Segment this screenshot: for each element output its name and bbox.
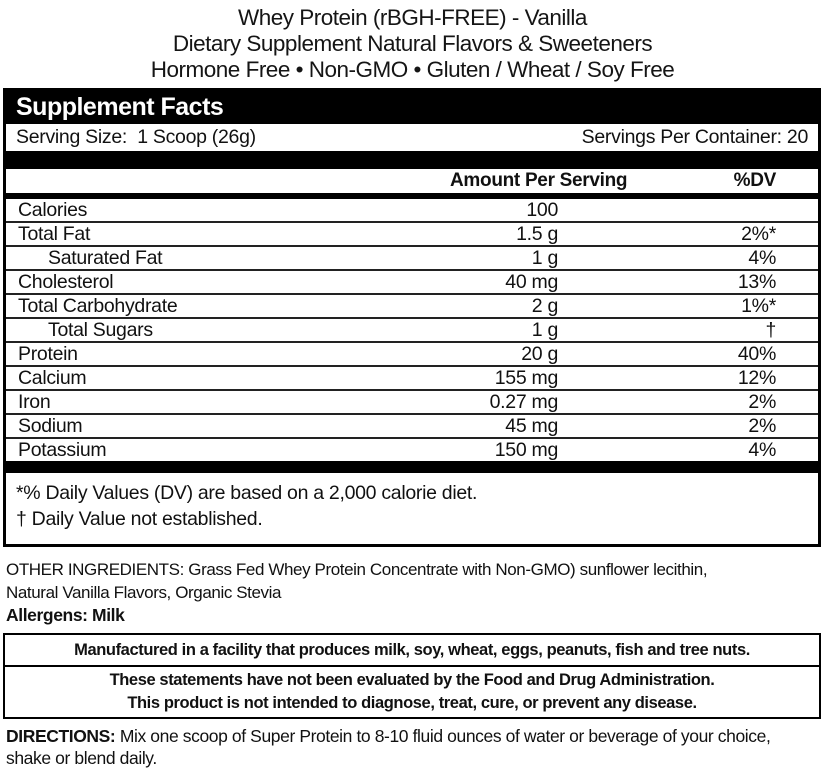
nutrient-name: Calcium bbox=[18, 367, 87, 389]
facility-disclaimer: Manufactured in a facility that produces milk, soy, wheat, eggs, peanuts, fish and tree nuts. bbox=[5, 635, 819, 667]
nutrient-row-potassium bbox=[6, 437, 818, 461]
nutrient-amount: 1.5 g bbox=[516, 223, 558, 245]
nutrient-rows bbox=[6, 199, 818, 461]
nutrient-row-protein bbox=[6, 341, 818, 365]
nutrient-row-saturated-fat bbox=[6, 245, 818, 269]
nutrient-row-calories bbox=[6, 199, 818, 221]
nutrient-dv: 2% bbox=[748, 415, 776, 437]
other-ingredients bbox=[6, 558, 821, 604]
amount-column-header: Amount Per Serving bbox=[450, 170, 628, 191]
nutrient-dv: † bbox=[765, 319, 776, 341]
nutrient-dv: 2%* bbox=[741, 223, 776, 245]
product-title-line-2: Dietary Supplement Natural Flavors & Sweeteners bbox=[172, 31, 653, 56]
allergens: Allergens: Milk bbox=[6, 605, 125, 625]
nutrient-row-total-carbohydrate bbox=[6, 293, 818, 317]
nutrient-row-total-fat bbox=[6, 221, 818, 245]
nutrient-name: Potassium bbox=[18, 439, 107, 461]
product-title-line-1: Whey Protein (rBGH-FREE) - Vanilla bbox=[238, 5, 587, 30]
nutrient-amount: 1 g bbox=[531, 319, 558, 341]
nutrient-amount: 1 g bbox=[531, 247, 558, 269]
nutrient-name: Iron bbox=[18, 391, 51, 413]
fda-disclaimer-line-2: This product is not intended to diagnose, treat, cure, or prevent any disease. bbox=[127, 694, 697, 712]
nutrient-row-sodium bbox=[6, 413, 818, 437]
thick-divider-bar bbox=[6, 151, 818, 169]
directions bbox=[6, 725, 821, 769]
nutrient-amount: 45 mg bbox=[505, 415, 558, 437]
nutrient-dv: 12% bbox=[737, 367, 776, 389]
nutrient-amount: 155 mg bbox=[494, 367, 558, 389]
serving-row bbox=[6, 124, 818, 151]
directions-line-1 bbox=[6, 725, 821, 747]
footnotes bbox=[6, 473, 818, 544]
serving-size: Serving Size: 1 Scoop (26g) bbox=[16, 126, 256, 148]
nutrient-name: Sodium bbox=[18, 415, 83, 437]
disclaimer-box bbox=[3, 633, 821, 719]
column-header-row bbox=[6, 169, 818, 193]
nutrient-name: Saturated Fat bbox=[48, 247, 163, 269]
nutrient-name: Total Fat bbox=[18, 223, 91, 245]
nutrient-amount: 150 mg bbox=[494, 439, 558, 461]
nutrient-amount: 20 g bbox=[521, 343, 558, 365]
supplement-facts-panel bbox=[3, 88, 821, 547]
footnote-dagger: † Daily Value not established. bbox=[16, 508, 263, 530]
directions-text: Mix one scoop of Super Protein to 8-10 fluid ounces of water or beverage of your choice, bbox=[119, 726, 771, 746]
other-ingredients-line-1: OTHER INGREDIENTS: Grass Fed Whey Protein Concentrate with Non-GMO) sunflower lecithin, bbox=[6, 560, 708, 579]
product-title-line-3: Hormone Free • Non-GMO • Gluten / Wheat / Soy Free bbox=[150, 57, 675, 82]
nutrient-dv: 1%* bbox=[741, 295, 776, 317]
nutrient-dv: 40% bbox=[737, 343, 776, 365]
product-title bbox=[0, 0, 825, 83]
nutrient-name: Protein bbox=[18, 343, 78, 365]
nutrient-amount: 40 mg bbox=[505, 271, 558, 293]
nutrient-dv: 4% bbox=[748, 247, 776, 269]
nutrient-amount: 100 bbox=[526, 199, 558, 221]
servings-per-container: Servings Per Container: 20 bbox=[581, 126, 808, 148]
other-ingredients-line-2: Natural Vanilla Flavors, Organic Stevia bbox=[6, 583, 282, 602]
nutrient-amount: 2 g bbox=[531, 295, 558, 317]
nutrient-row-iron bbox=[6, 389, 818, 413]
directions-line-2: shake or blend daily. bbox=[6, 748, 157, 768]
dv-column-header: %DV bbox=[733, 170, 776, 191]
supplement-facts-title: Supplement Facts bbox=[6, 91, 818, 124]
nutrient-name: Total Sugars bbox=[48, 319, 153, 341]
nutrient-name: Cholesterol bbox=[18, 271, 114, 293]
nutrient-dv: 2% bbox=[748, 391, 776, 413]
nutrient-row-calcium bbox=[6, 365, 818, 389]
nutrient-row-cholesterol bbox=[6, 269, 818, 293]
nutrient-dv: 13% bbox=[737, 271, 776, 293]
fda-disclaimer bbox=[5, 667, 819, 717]
footnote-daily-values: *% Daily Values (DV) are based on a 2,000 calorie diet. bbox=[16, 482, 478, 504]
divider-bar bbox=[6, 461, 818, 473]
fda-disclaimer-line-1: These statements have not been evaluated by the Food and Drug Administration. bbox=[109, 671, 715, 689]
nutrient-amount: 0.27 mg bbox=[489, 391, 558, 413]
nutrient-name: Calories bbox=[18, 199, 88, 221]
nutrient-row-total-sugars bbox=[6, 317, 818, 341]
directions-label: DIRECTIONS: bbox=[6, 726, 116, 746]
nutrient-dv: 4% bbox=[748, 439, 776, 461]
nutrient-name: Total Carbohydrate bbox=[18, 295, 178, 317]
